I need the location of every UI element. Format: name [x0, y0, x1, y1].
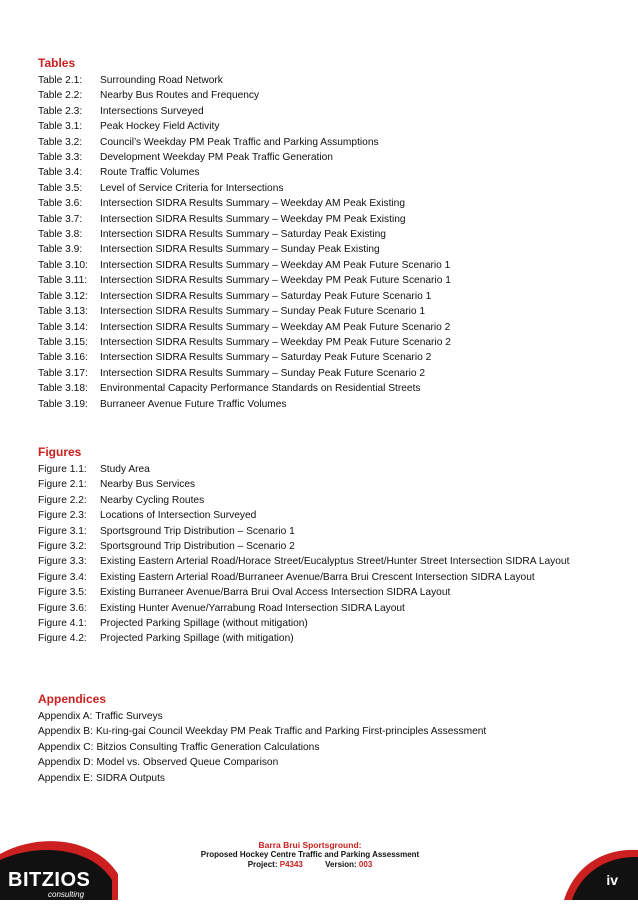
tables-entry-label: Table 3.18:	[38, 383, 88, 395]
appendices-heading: Appendices	[38, 692, 107, 706]
tables-entry-label: Table 2.1:	[38, 75, 83, 86]
tables-entry-text: Intersection SIDRA Results Summary – Sunday Peak Existing	[100, 244, 380, 256]
figures-entry-label: Figure 3.1:	[38, 525, 87, 537]
tables-entry-label: Table 3.11:	[38, 275, 88, 287]
figures-entry[interactable]	[38, 508, 578, 523]
tables-entry-text: Peak Hockey Field Activity	[100, 121, 220, 133]
appendices-entry-text: Bitzios Consulting Traffic Generation Calculations	[96, 741, 320, 753]
tables-entry[interactable]	[38, 304, 578, 319]
tables-entry-text: Intersection SIDRA Results Summary – Sunday Peak Future Scenario 1	[100, 306, 426, 318]
tables-entry[interactable]	[38, 397, 578, 412]
tables-entry[interactable]	[38, 366, 578, 381]
tables-entry[interactable]	[38, 242, 578, 257]
tables-entry-label: Table 3.16:	[38, 352, 88, 364]
tables-entry-label: Table 3.6:	[38, 198, 83, 210]
tables-entry[interactable]	[38, 104, 578, 119]
appendices-entry[interactable]	[38, 709, 578, 724]
tables-entry-text: Intersection SIDRA Results Summary – Weekday AM Peak Existing	[100, 198, 405, 210]
figures-entry-text: Nearby Cycling Routes	[100, 494, 205, 506]
figures-entry-label: Figure 1.1:	[38, 464, 87, 475]
tables-entry-text: Intersection SIDRA Results Summary – Saturday Peak Existing	[100, 229, 386, 241]
appendices-entry-text: Ku-ring-gai Council Weekday PM Peak Traffic and Parking First-principles Assessment	[95, 726, 487, 738]
footer-subtitle: Proposed Hockey Centre Traffic and Parking Assessment	[200, 850, 420, 859]
page-corner-icon	[558, 830, 638, 900]
tables-entry[interactable]	[38, 165, 578, 180]
figures-entry[interactable]	[38, 585, 578, 600]
bitzios-logo	[0, 830, 140, 900]
tables-section	[38, 56, 578, 412]
tables-entry-label: Table 3.19:	[38, 398, 88, 410]
page-number-badge	[558, 830, 638, 900]
tables-entry-label: Table 3.17:	[38, 367, 88, 379]
appendices-entry[interactable]	[38, 740, 578, 755]
tables-entry-label: Table 3.12:	[38, 290, 88, 302]
figures-entry[interactable]	[38, 462, 578, 477]
appendices-entry[interactable]	[38, 724, 578, 739]
tables-entry-text: Development Weekday PM Peak Traffic Generation	[100, 152, 333, 164]
tables-entry[interactable]	[38, 335, 578, 350]
tables-entry[interactable]	[38, 350, 578, 365]
figures-entry-text: Existing Burraneer Avenue/Barra Brui Oval Access Intersection SIDRA Layout	[100, 587, 451, 599]
tables-entry[interactable]	[38, 196, 578, 211]
figures-entry-text: Existing Eastern Arterial Road/Burraneer Avenue/Barra Brui Crescent Intersection SIDRA Layout	[100, 571, 535, 583]
tables-entry-text: Environmental Capacity Performance Standards on Residential Streets	[100, 383, 421, 395]
appendices-entry-text: Traffic Surveys	[95, 711, 163, 722]
figures-entry-label: Figure 4.2:	[38, 633, 87, 645]
version-label: Version:	[325, 860, 357, 869]
figures-entry-text: Locations of Intersection Surveyed	[100, 510, 257, 522]
appendices-entry-text: SIDRA Outputs	[95, 772, 166, 784]
appendices-entry-label: Appendix A:	[38, 711, 93, 722]
figures-entry[interactable]	[38, 570, 578, 585]
tables-entry-label: Table 3.9:	[38, 244, 83, 256]
tables-entry[interactable]	[38, 212, 578, 227]
tables-entry-label: Table 3.5:	[38, 182, 83, 194]
tables-entry[interactable]	[38, 119, 578, 134]
footer-project-info	[160, 840, 460, 870]
figures-list	[38, 462, 578, 647]
tables-entry-text: Intersection SIDRA Results Summary – Saturday Peak Future Scenario 2	[100, 352, 432, 364]
appendices-section	[38, 692, 578, 786]
tables-entry-label: Table 3.7:	[38, 213, 83, 225]
tables-entry-text: Burraneer Avenue Future Traffic Volumes	[100, 398, 287, 410]
figures-entry-label: Figure 3.2:	[38, 541, 87, 553]
figures-section	[38, 445, 578, 647]
page-number: iv	[606, 872, 618, 888]
appendices-entry-label: Appendix E:	[38, 772, 93, 784]
figures-entry-label: Figure 3.6:	[38, 602, 87, 614]
tables-entry-label: Table 3.13:	[38, 306, 88, 318]
project-number: P4343	[279, 860, 303, 869]
tables-entry-text: Council’s Weekday PM Peak Traffic and Parking Assumptions	[100, 136, 379, 148]
appendices-list	[38, 709, 578, 786]
tables-entry-label: Table 3.8:	[38, 229, 83, 241]
footer-project-title: Barra Brui Sportsground:	[258, 840, 362, 850]
appendices-entry-label: Appendix C:	[38, 741, 94, 753]
version-number: 003	[358, 860, 373, 869]
tables-entry-text: Intersection SIDRA Results Summary – Weekday AM Peak Future Scenario 2	[100, 321, 451, 333]
tables-entry[interactable]	[38, 135, 578, 150]
tables-entry-label: Table 3.14:	[38, 321, 88, 333]
appendices-entry[interactable]	[38, 755, 578, 770]
figures-entry-label: Figure 3.4:	[38, 571, 87, 583]
figures-entry[interactable]	[38, 601, 578, 616]
figures-entry-text: Projected Parking Spillage (with mitigation)	[100, 633, 294, 645]
figures-entry-text: Nearby Bus Services	[100, 479, 196, 491]
tables-entry-text: Intersection SIDRA Results Summary – Weekday AM Peak Future Scenario 1	[100, 259, 451, 271]
tables-entry-label: Table 3.1:	[38, 121, 83, 133]
figures-entry[interactable]	[38, 631, 578, 646]
appendices-entry-label: Appendix B:	[38, 726, 93, 738]
tables-entry-text: Intersections Surveyed	[100, 105, 204, 117]
tables-list	[38, 73, 578, 412]
tables-entry-text: Level of Service Criteria for Intersections	[100, 182, 284, 194]
figures-entry[interactable]	[38, 539, 578, 554]
project-label: Project:	[247, 860, 278, 869]
tables-entry-text: Intersection SIDRA Results Summary – Weekday PM Peak Future Scenario 1	[100, 275, 451, 287]
figures-entry-text: Study Area	[100, 464, 150, 475]
tables-entry-text: Route Traffic Volumes	[100, 167, 200, 179]
tables-entry-label: Table 2.2:	[38, 90, 83, 102]
tables-entry[interactable]	[38, 381, 578, 396]
tables-entry[interactable]	[38, 88, 578, 103]
page-footer	[0, 830, 638, 900]
tables-entry-label: Table 3.15:	[38, 336, 88, 348]
figures-entry-label: Figure 4.1:	[38, 618, 87, 630]
figures-entry-label: Figure 2.1:	[38, 479, 87, 491]
tables-entry[interactable]	[38, 289, 578, 304]
figures-entry-label: Figure 2.3:	[38, 510, 87, 522]
appendices-entry-label: Appendix D:	[38, 757, 94, 769]
tables-entry[interactable]	[38, 181, 578, 196]
tables-entry[interactable]	[38, 320, 578, 335]
figures-heading: Figures	[38, 445, 82, 459]
tables-entry[interactable]	[38, 258, 578, 273]
figures-entry[interactable]	[38, 616, 578, 631]
tables-entry-label: Table 3.3:	[38, 152, 83, 164]
appendices-entry-text: Model vs. Observed Queue Comparison	[96, 757, 279, 769]
tables-entry-label: Table 3.4:	[38, 167, 83, 179]
tables-entry[interactable]	[38, 150, 578, 165]
figures-entry-text: Sportsground Trip Distribution – Scenario 1	[100, 525, 295, 537]
tables-entry-text: Intersection SIDRA Results Summary – Weekday PM Peak Future Scenario 2	[100, 336, 451, 348]
tables-entry[interactable]	[38, 73, 578, 88]
tables-entry-label: Table 3.10:	[38, 259, 88, 271]
figures-entry[interactable]	[38, 554, 578, 569]
tables-heading: Tables	[38, 56, 76, 70]
logo-text: BITZIOS	[8, 869, 91, 891]
tables-entry-label: Table 2.3:	[38, 105, 83, 117]
tables-entry-text: Intersection SIDRA Results Summary – Weekday PM Peak Existing	[100, 213, 406, 225]
tables-entry-text: Intersection SIDRA Results Summary – Sunday Peak Future Scenario 2	[100, 367, 426, 379]
figures-entry-text: Existing Eastern Arterial Road/Horace Street/Eucalyptus Street/Hunter Street Intersection SIDRA Layout	[100, 556, 570, 568]
figures-entry[interactable]	[38, 524, 578, 539]
tables-entry-label: Table 3.2:	[38, 136, 83, 148]
tables-entry-text: Nearby Bus Routes and Frequency	[100, 90, 260, 102]
figures-entry-text: Existing Hunter Avenue/Yarrabung Road Intersection SIDRA Layout	[100, 602, 405, 614]
figures-entry-label: Figure 3.5:	[38, 587, 87, 599]
figures-entry-label: Figure 3.3:	[38, 556, 87, 568]
figures-entry[interactable]	[38, 493, 578, 508]
appendices-entry[interactable]	[38, 771, 578, 786]
figures-entry[interactable]	[38, 477, 578, 492]
tables-entry-text: Surrounding Road Network	[100, 75, 223, 86]
figures-entry-text: Sportsground Trip Distribution – Scenario 2	[100, 541, 295, 553]
figures-entry-label: Figure 2.2:	[38, 494, 87, 506]
figures-entry-text: Projected Parking Spillage (without mitigation)	[100, 618, 308, 630]
tables-entry-text: Intersection SIDRA Results Summary – Saturday Peak Future Scenario 1	[100, 290, 432, 302]
logo-subtext: consulting	[48, 890, 85, 899]
tables-entry[interactable]	[38, 273, 578, 288]
tables-entry[interactable]	[38, 227, 578, 242]
footer-meta	[160, 860, 460, 870]
